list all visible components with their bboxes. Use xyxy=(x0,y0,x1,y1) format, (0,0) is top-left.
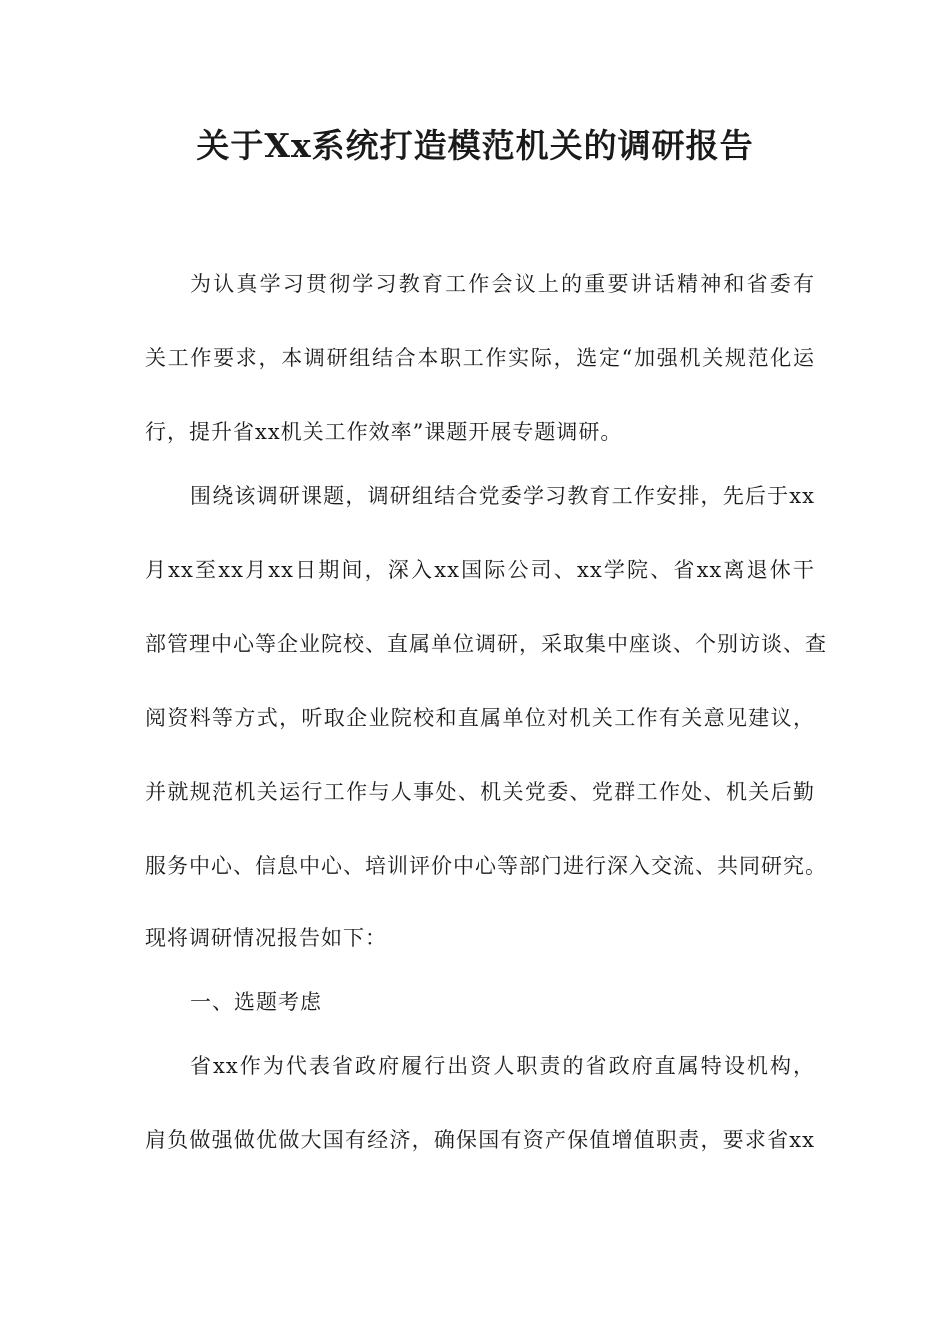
paragraph-line: 阅资料等方式，听取企业院校和直属单位对机关工作有关意见建议， xyxy=(145,706,815,730)
paragraph-line: 并就规范机关运行工作与人事处、机关党委、党群工作处、机关后勤 xyxy=(145,780,815,804)
paragraph-line: 围绕该调研课题，调研组结合党委学习教育工作安排，先后于xx xyxy=(190,484,815,508)
paragraph-line: 月xx至xx月xx日期间，深入xx国际公司、xx学院、省xx离退休干 xyxy=(145,558,815,582)
paragraph-line: 现将调研情况报告如下： xyxy=(145,926,387,950)
paragraph-line: 部管理中心等企业院校、直属单位调研，采取集中座谈、个别访谈、查 xyxy=(145,632,827,656)
paragraph-line: 肩负做强做优做大国有经济，确保国有资产保值增值职责，要求省xx xyxy=(145,1128,815,1152)
paragraph-line: 关工作要求，本调研组结合本职工作实际，选定“加强机关规范化运 xyxy=(145,346,815,370)
paragraph-line: 服务中心、信息中心、培训评价中心等部门进行深入交流、共同研究。 xyxy=(145,854,827,878)
paragraph-line: 省xx作为代表省政府履行出资人职责的省政府直属特设机构， xyxy=(190,1054,815,1078)
paragraph-line: 行，提升省xx机关工作效率”课题开展专题调研。 xyxy=(145,420,623,444)
paragraph-line: 为认真学习贯彻学习教育工作会议上的重要讲话精神和省委有 xyxy=(190,272,815,296)
section-heading: 一、选题考虑 xyxy=(190,990,322,1014)
document-title: 关于Xx系统打造模范机关的调研报告 xyxy=(196,126,754,165)
